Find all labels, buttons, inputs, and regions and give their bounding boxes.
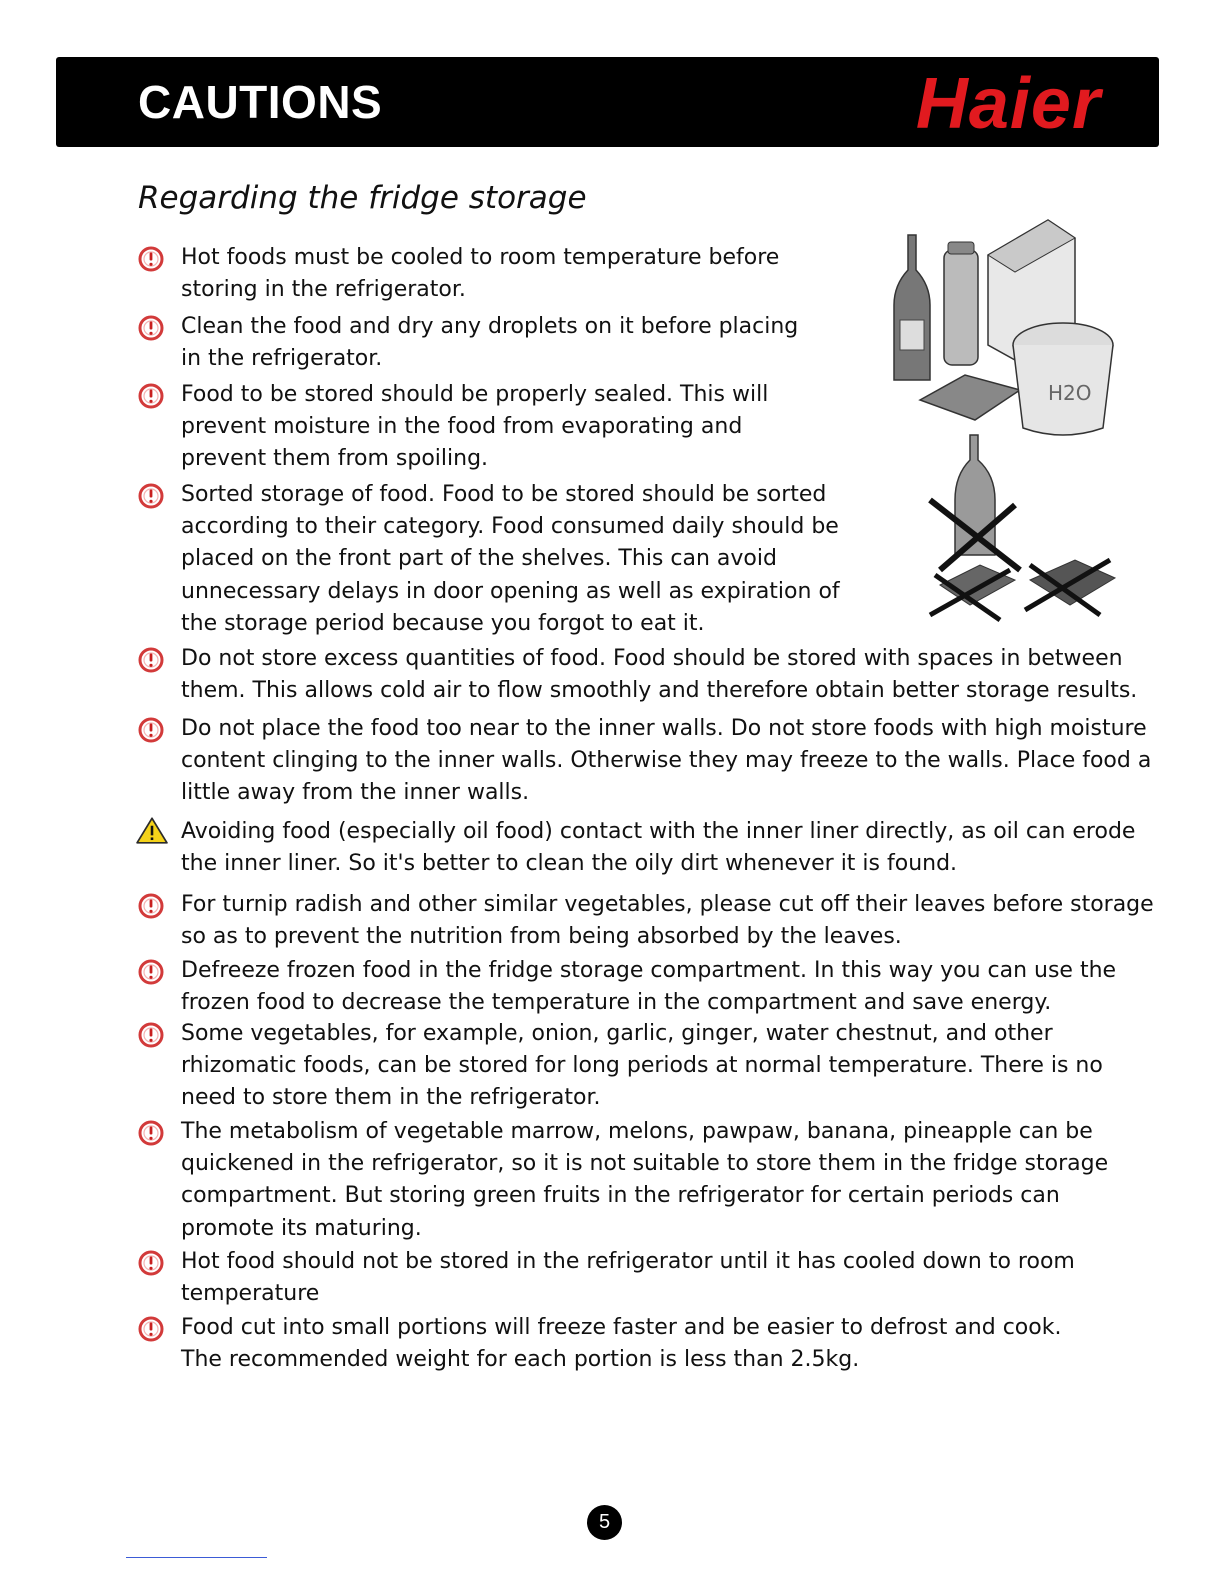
item-text: Do not place the food too near to the inner walls. Do not store foods with high moisture content clinging to the inner walls. Otherwise they may freeze to the walls. Place food a little away from the inner walls. (181, 716, 1152, 806)
prohibition-icon (138, 1120, 164, 1146)
header-bar (56, 57, 1159, 147)
prohibition-icon (138, 1022, 164, 1048)
page-title: CAUTIONS (138, 76, 383, 128)
item-text: Defreeze frozen food in the fridge storage compartment. In this way you can use the frozen food to decrease the temperature in the compartment and save energy. (181, 958, 1117, 1016)
item-text: Sorted storage of food. Food to be stored should be sorted according to their category. Food consumed daily should be placed on the front part of the shelves. This can avoid unnecessary delays in door opening as well as expiration of the storage period because you forgot to eat it. (181, 482, 840, 636)
h2o-label: H2O (1048, 381, 1092, 405)
section-title: Regarding the fridge storage (138, 180, 587, 216)
item-text: Food to be stored should be properly sealed. This will prevent moisture in the food from evaporating and prevent them from spoiling. (181, 382, 769, 472)
prohibition-icon (138, 959, 164, 985)
prohibition-icon (138, 483, 164, 509)
prohibition-icon (138, 893, 164, 919)
item-text: Food cut into small portions will freeze faster and be easier to defrost and cook. The recommended weight for each portion is less than 2.5kg. (181, 1315, 1062, 1373)
prohibition-icon (138, 717, 164, 743)
item-text: The metabolism of vegetable marrow, melons, pawpaw, banana, pineapple can be quickened in the refrigerator, so it is not suitable to store them in the fridge storage compartment. But storing green fruits in the refrigerator for certain periods can promote its maturing. (181, 1119, 1109, 1241)
prohibition-icon (138, 647, 164, 673)
prohibition-icon (138, 383, 164, 409)
brand-logo: Haier (915, 64, 1101, 144)
food-storage-illustration (870, 210, 1130, 640)
warning-triangle-icon (136, 816, 168, 844)
footer-rule (126, 1557, 267, 1558)
item-text: Clean the food and dry any droplets on it before placing in the refrigerator. (181, 314, 799, 372)
item-text: Hot food should not be stored in the refrigerator until it has cooled down to room temperature (181, 1249, 1075, 1307)
item-text: Avoiding food (especially oil food) contact with the inner liner directly, as oil can erode the inner liner. So it's better to clean the oily dirt whenever it is found. (181, 819, 1136, 877)
prohibition-icon (138, 315, 164, 341)
prohibition-icon (138, 1316, 164, 1342)
item-text: For turnip radish and other similar vegetables, please cut off their leaves before storage so as to prevent the nutrition from being absorbed by the leaves. (181, 892, 1154, 950)
item-text: Hot foods must be cooled to room temperature before storing in the refrigerator. (181, 245, 780, 303)
prohibition-icon (138, 1250, 164, 1276)
prohibition-icon (138, 246, 164, 272)
page-number: 5 (587, 1505, 622, 1540)
item-text: Some vegetables, for example, onion, garlic, ginger, water chestnut, and other rhizomatic foods, can be stored for long periods at normal temperature. There is no need to store them in the refrigerator. (181, 1021, 1103, 1111)
item-text: Do not store excess quantities of food. Food should be stored with spaces in between them. This allows cold air to flow smoothly and therefore obtain better storage results. (181, 646, 1138, 704)
